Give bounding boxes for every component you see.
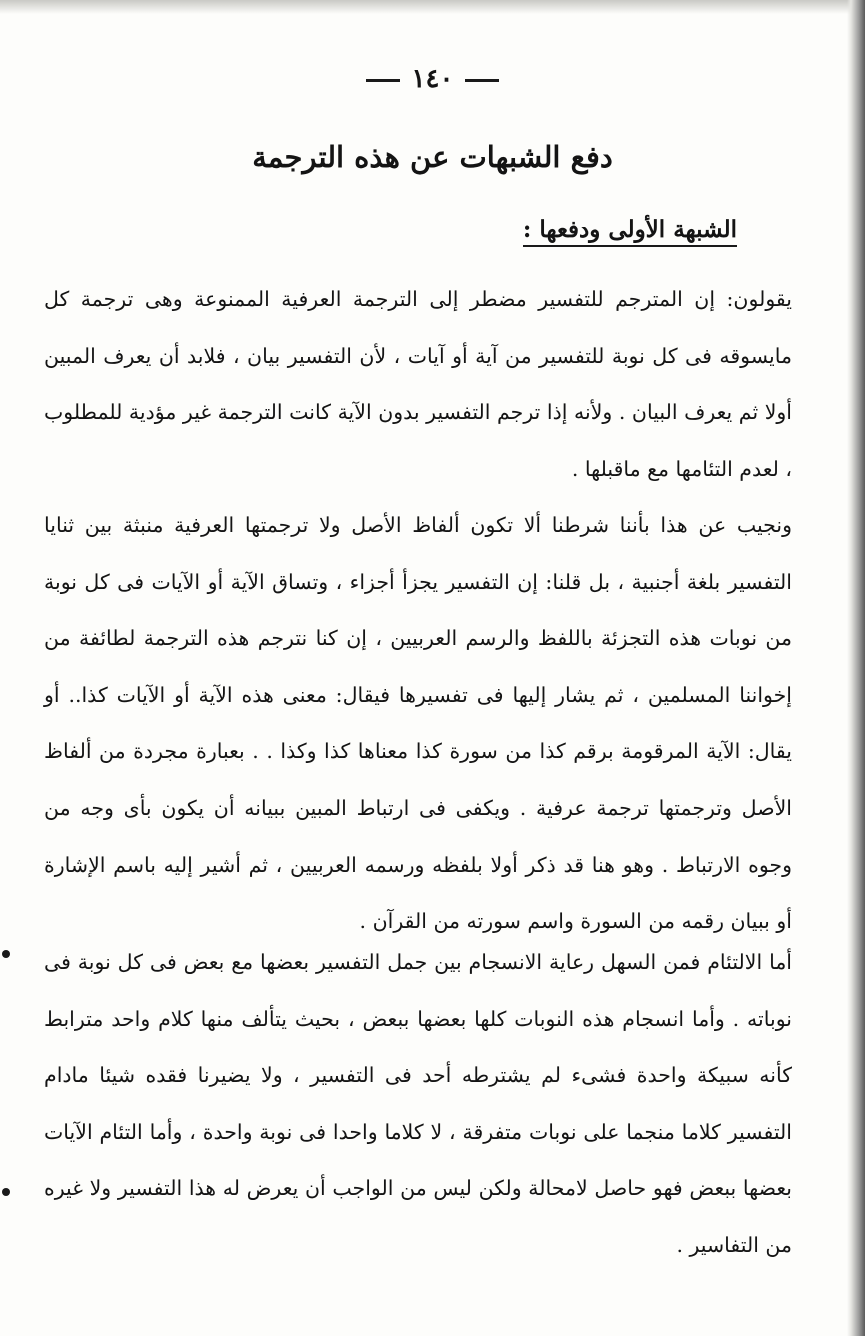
page-number-dash	[366, 79, 400, 82]
paragraph-coherence: أما الالتئام فمن السهل رعاية الانسجام بين جمل التفسير بعضها مع بعض فى كل نوبة فى نوباته . وأما انسجام هذه النوبات كلها بعضها ببعض ، بحيث يتألف منها كلام واحد مترابط كأنه سبيكة واحدة فشىء لم يشترطه أحد فى التفسير ، ولا يضيرنا فقده شيئا مادام التفسير كلاما منجما على نوبات متفرقة ، لا كلاما واحدا فى نوبة واحدة ، وأما التئام الآيات بعضها ببعض فهو حاصل لامحالة ولكن ليس من الواجب أن يعرض له هذا التفسير ولا غيره من التفاسير .	[44, 950, 792, 1257]
right-page-edge	[847, 0, 865, 1336]
page-number-dash	[465, 79, 499, 82]
margin-ink-mark	[2, 950, 10, 958]
section-heading: الشبهة الأولى ودفعها :	[523, 216, 737, 247]
margin-ink-mark	[2, 1188, 10, 1196]
paragraph-claim: يقولون: إن المترجم للتفسير مضطر إلى الترجمة العرفية الممنوعة وهى ترجمة كل مايسوقه فى كل نوبة للتفسير من آية أو آيات ، لأن التفسير بيان ، فلابد أن يعرف المبين أولا ثم يعرف البيان . ولأنه إذا ترجم التفسير بدون الآية كانت الترجمة غير مؤدية للمطلوب ، لعدم التئامها مع ماقبلها .	[44, 287, 792, 481]
paragraph-response: ونجيب عن هذا بأننا شرطنا ألا تكون ألفاظ الأصل ولا ترجمتها العرفية منبثة بين ثنايا التفسير بلغة أجنبية ، بل قلنا: إن التفسير يجزأ أجزاء ، وتساق الآية أو الآيات فى كل نوبة من نوبات هذه التجزئة باللفظ والرسم العربيين ، إن كنا نترجم هذه الترجمة لطائفة من إخواننا المسلمين ، ثم يشار إليها فى تفسيرها فيقال: معنى هذه الآية أو الآيات كذا.. أو يقال: الآية المرقومة برقم كذا من سورة كذا معناها كذا وكذا . . بعبارة مجردة من ألفاظ الأصل وترجمتها ترجمة عرفية . ويكفى فى ارتباط المبين ببيانه أن يكون بأى وجه من وجوه الارتباط . وهو هنا قد ذكر أولا بلفظه ورسمه العربيين ، ثم أشير إليه باسم الإشارة أو ببيان رقمه من السورة واسم سورته من القرآن .	[44, 513, 792, 934]
chapter-title: دفع الشبهات عن هذه الترجمة	[252, 140, 613, 174]
top-page-edge	[0, 0, 865, 14]
page-number	[0, 64, 865, 94]
page-number-text: ١٤٠	[411, 64, 454, 94]
